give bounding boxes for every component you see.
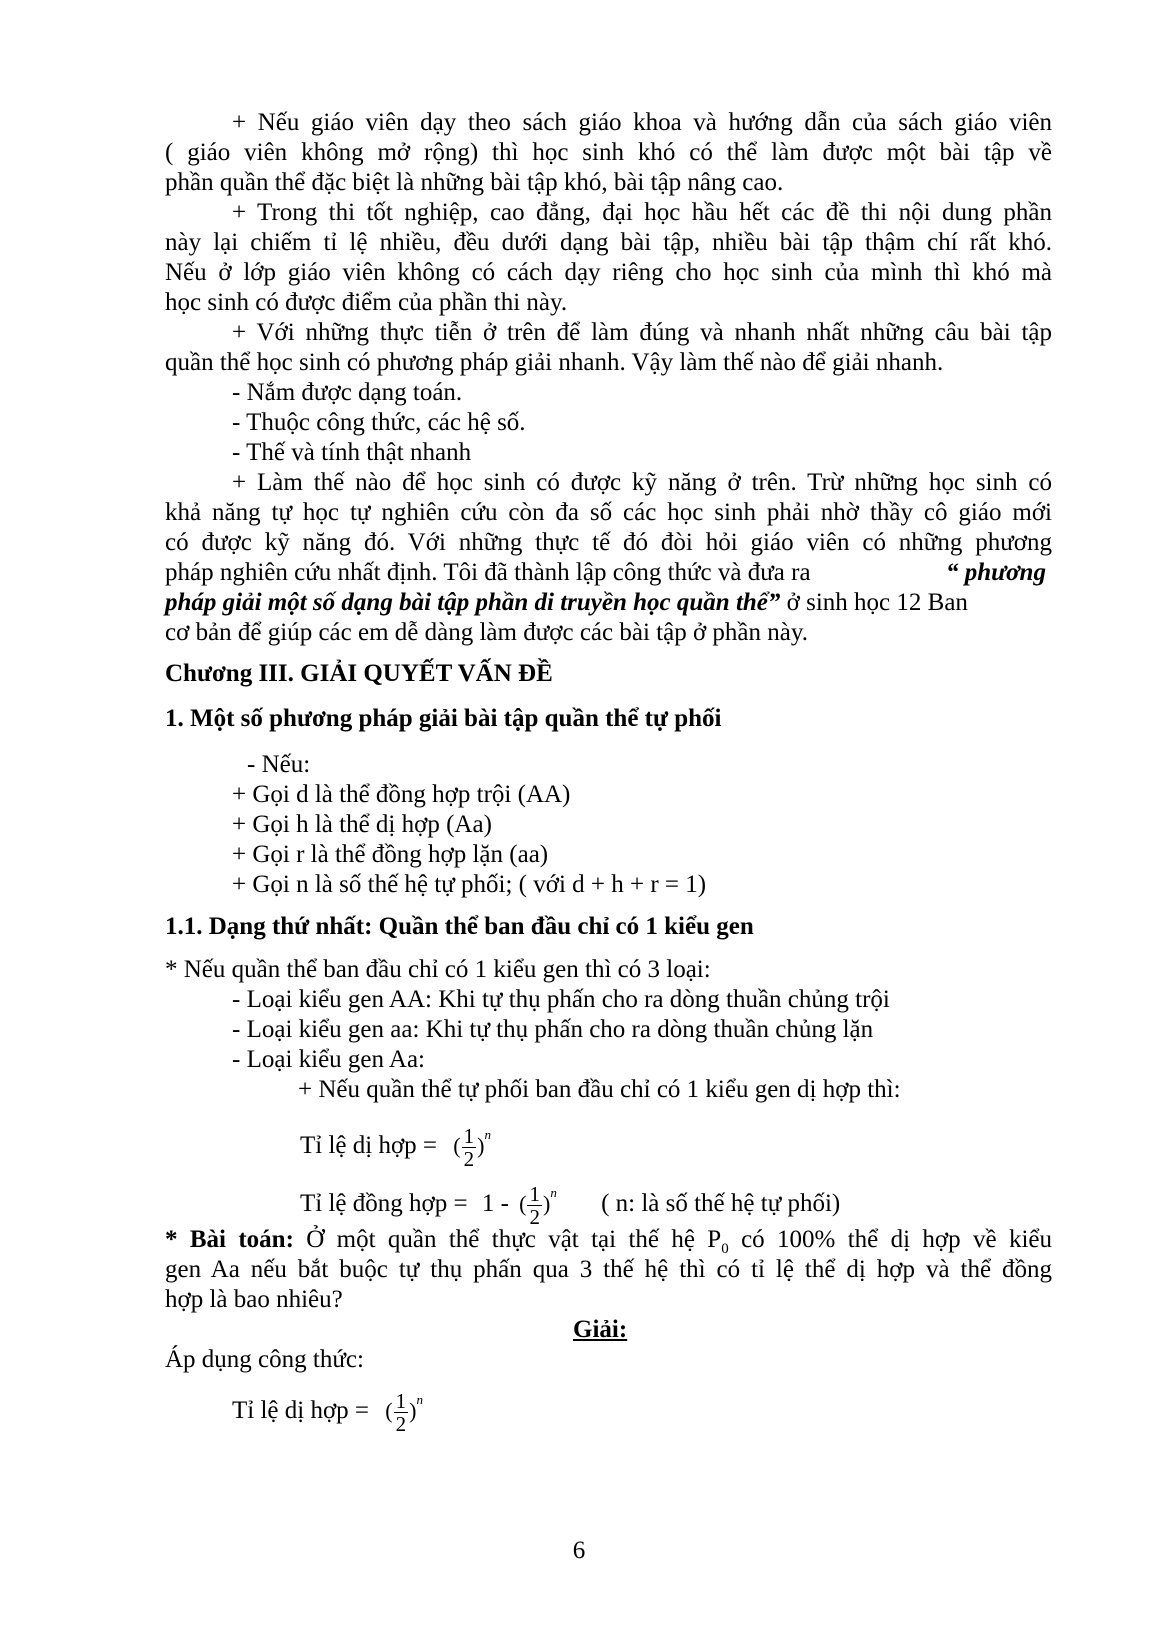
fraction-one-half: $\frac{1}{2}$ <box>529 1181 540 1229</box>
problem-label: * Bài toán: <box>165 1226 294 1253</box>
paragraph-2-line-2: này lại chiếm tỉ lệ nhiều, đều dưới dạng bài tập, nhiều bài tập thậm chí rất khó. <box>165 229 1052 256</box>
paragraph-4-line-3: có được kỹ năng đó. Với những thực tế đó đòi hỏi giáo viên có những phương <box>165 529 1052 556</box>
paragraph-4-line-2: khả năng tự học tự nghiên cứu còn đa số các học sinh phải nhờ thầy cô giáo mới <box>165 499 1052 526</box>
heterozygous-note: + Nếu quần thể tự phối ban đầu chỉ có 1 kiểu gen dị hợp thì: <box>298 1076 901 1103</box>
solution-formula: Tỉ lệ dị hợp = ( $\frac{1}{2}$ )$^n$ <box>232 1388 423 1436</box>
formula-homozygous: Tỉ lệ đồng hợp = 1 - ( $\frac{1}{2}$ )$^n$ ( n: là số thế hệ tự phối) <box>300 1181 841 1229</box>
paragraph-3-line-1: + Với những thực tiễn ở trên để làm đúng và nhanh nhất những câu bài tập <box>232 319 1052 346</box>
paragraph-4-line-1: + Làm thế nào để học sinh có được kỹ năng ở trên. Trừ những học sinh có <box>232 469 1052 496</box>
problem-line-2: gen Aa nếu bắt buộc tự thụ phấn qua 3 thế hệ thì có tỉ lệ thể dị hợp và thể đồng <box>165 1256 1052 1283</box>
skill-item: - Thuộc công thức, các hệ số. <box>232 409 526 436</box>
paragraph-4-tail: ở sinh học 12 Ban <box>780 589 968 616</box>
definition-item: + Gọi h là thể dị hợp (Aa) <box>232 811 492 838</box>
paragraph-4-line-6: cơ bản để giúp các em dễ dàng làm được các bài tập ở phần này. <box>165 619 808 646</box>
section-1-heading: 1. Một số phương pháp giải bài tập quần thể tự phối <box>165 705 722 732</box>
emphasis-title-start: “ phương <box>946 559 1046 586</box>
paragraph-2-line-4: học sinh có được điểm của phần thi này. <box>165 289 568 316</box>
paragraph-2-line-1: + Trong thi tốt nghiệp, cao đẳng, đại học hầu hết các đề thi nội dung phần <box>232 199 1052 226</box>
chapter-heading: Chương III. GIẢI QUYẾT VẤN ĐỀ <box>165 660 553 687</box>
emphasis-title-end: pháp giải một số dạng bài tập phần di truyền học quần thể” <box>165 589 781 616</box>
genotype-type-item: - Loại kiểu gen AA: Khi tự thụ phấn cho ra dòng thuần chủng trội <box>232 986 890 1013</box>
paragraph-4-line-4: pháp nghiên cứu nhất định. Tôi đã thành lập công thức và đưa ra <box>165 559 811 586</box>
exponent-n: n <box>550 1185 557 1200</box>
definition-item: + Gọi r là thể đồng hợp lặn (aa) <box>232 841 549 868</box>
formula-heterozygous-label: Tỉ lệ dị hợp = <box>300 1132 438 1159</box>
definition-item: + Gọi d là thể đồng hợp trội (AA) <box>232 781 571 808</box>
generation-subscript: 0 <box>721 1241 729 1257</box>
solution-formula-label: Tỉ lệ dị hợp = <box>232 1397 370 1424</box>
fraction-one-half: $\frac{1}{2}$ <box>463 1123 475 1171</box>
exponent-n: n <box>416 1392 423 1407</box>
solution-apply: Áp dụng công thức: <box>165 1346 364 1373</box>
paragraph-1-line-2: ( giáo viên không mở rộng) thì học sinh khó có thể làm được một bài tập về <box>165 139 1052 166</box>
paragraph-4-line-5 <box>165 588 968 618</box>
problem-line-3: hợp là bao nhiêu? <box>165 1286 343 1313</box>
definition-item: + Gọi n là số thế hệ tự phối; ( với d + h + r = 1) <box>232 871 707 898</box>
paragraph-1-line-3: phần quần thể đặc biệt là những bài tập khó, bài tập nâng cao. <box>165 169 784 196</box>
formula-homozygous-prefix: 1 - <box>481 1190 509 1217</box>
solution-heading: Giải: <box>573 1316 628 1343</box>
page-number: 6 <box>572 1537 586 1564</box>
skill-item: - Nắm được dạng toán. <box>232 379 463 406</box>
generation-note: ( n: là số thế hệ tự phối) <box>601 1190 841 1217</box>
paragraph-2-line-3: Nếu ở lớp giáo viên không có cách dạy riêng cho học sinh của mình thì khó mà <box>165 259 1052 286</box>
exponent-n: n <box>484 1127 491 1142</box>
genotype-type-item: - Loại kiểu gen Aa: <box>232 1046 425 1073</box>
formula-homozygous-label: Tỉ lệ đồng hợp = <box>300 1190 468 1217</box>
skill-item: - Thế và tính thật nhanh <box>232 439 472 466</box>
formula-heterozygous: Tỉ lệ dị hợp = ( $\frac{1}{2}$ )$^n$ <box>300 1123 491 1171</box>
definition-item: - Nếu: <box>247 751 311 778</box>
section-1-1-heading: 1.1. Dạng thứ nhất: Quần thể ban đầu chỉ có 1 kiểu gen <box>165 913 754 940</box>
fraction-one-half: $\frac{1}{2}$ <box>395 1388 407 1436</box>
paragraph-3-line-2: quần thể học sinh có phương pháp giải nhanh. Vậy làm thế nào để giải nhanh. <box>165 349 944 376</box>
problem-line-1: * Bài toán: Ở một quần thể thực vật tại thế hệ $P_0$ có 100% thể dị hợp về kiểu <box>165 1226 1052 1257</box>
genotype-type-item: - Loại kiểu gen aa: Khi tự thụ phấn cho ra dòng thuần chủng lặn <box>232 1016 874 1043</box>
paragraph-1-line-1: + Nếu giáo viên dạy theo sách giáo khoa và hướng dẫn của sách giáo viên <box>232 109 1052 136</box>
section-1-1-intro: * Nếu quần thể ban đầu chỉ có 1 kiểu gen thì có 3 loại: <box>165 956 711 983</box>
